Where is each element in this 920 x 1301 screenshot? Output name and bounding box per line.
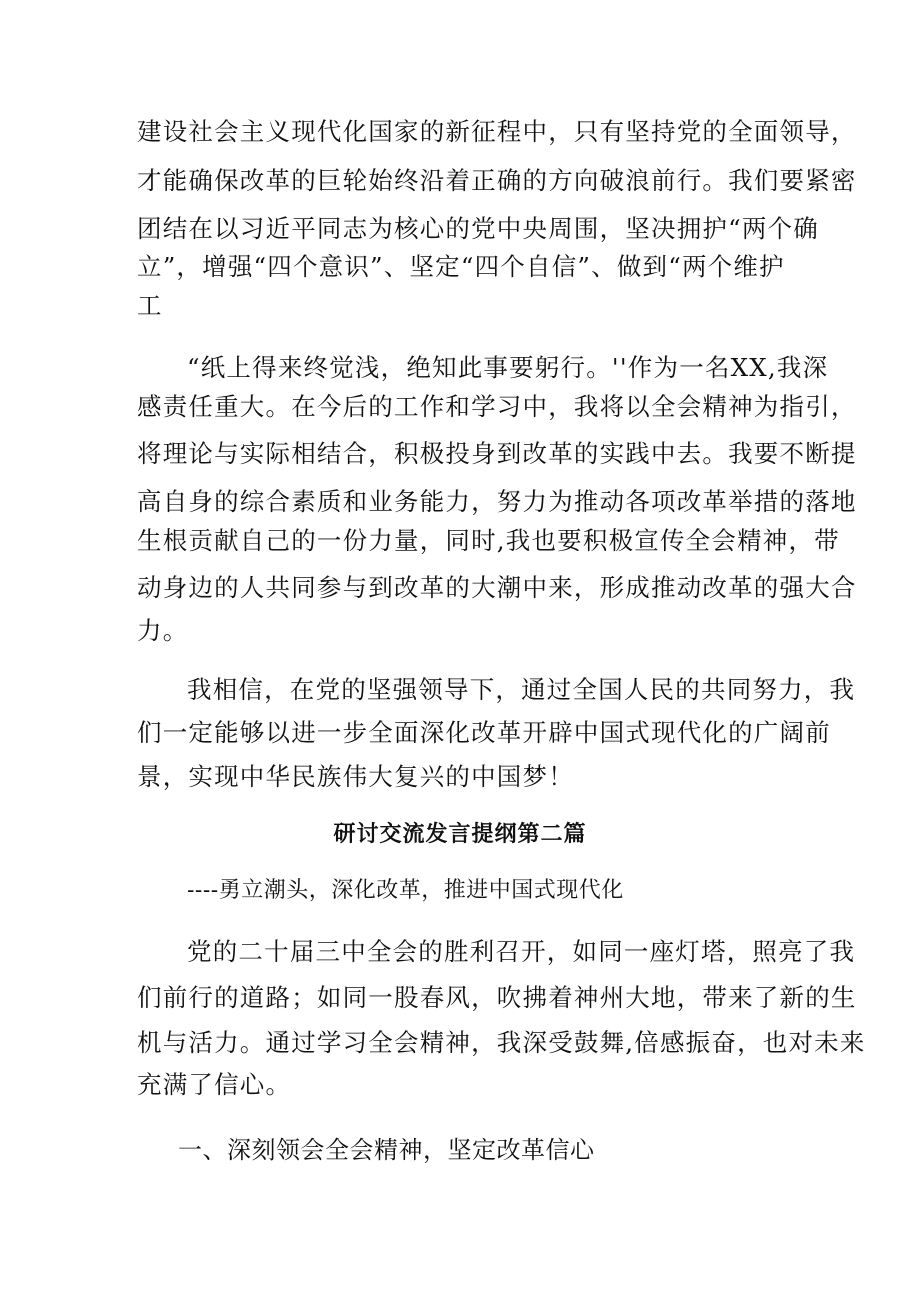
section-heading-1: 一、深刻领会全会精神，坚定改革信心 (178, 1136, 595, 1164)
paragraph2-line: 生根贡献自己的一份力量，同时,我也要积极宣传全会精神，带 (137, 526, 840, 555)
paragraph2-line: 将理论与实际相结合，积极投身到改革的实践中去。我要不断提 (137, 439, 857, 468)
paragraph2-line: 高自身的综合素质和业务能力，努力为推动各项改革举措的落地 (137, 487, 857, 516)
paragraph2-line: 力。 (137, 616, 189, 645)
paragraph1-line: 工 (137, 291, 163, 320)
paragraph4-line: 党的二十届三中全会的胜利召开，如同一座灯塔，照亮了我 (187, 937, 856, 966)
paragraph1-line: 才能确保改革的巨轮始终沿着正确的方向破浪前行。我们要紧密 (137, 166, 857, 195)
paragraph1-line: 立”，增强“四个意识”、坚定“四个自信”、做到“两个维护 (137, 252, 785, 281)
paragraph2-line: 感责任重大。在今后的工作和学习中，我将以全会精神为指引， (137, 392, 857, 421)
subtitle: ----勇立潮头，深化改革，推进中国式现代化 (187, 878, 624, 903)
section-title: 研讨交流发言提纲第二篇 (333, 821, 587, 847)
paragraph4-line: 们前行的道路；如同一股春风，吹拂着神州大地，带来了新的生 (137, 983, 857, 1012)
paragraph2-line: 动身边的人共同参与到改革的大潮中来，形成推动改革的强大合 (137, 573, 857, 602)
paragraph4-line: 充满了信心。 (137, 1070, 292, 1099)
paragraph1-line: 建设社会主义现代化国家的新征程中，只有坚持党的全面领导， (137, 117, 857, 146)
paragraph4-line: 机与活力。通过学习全会精神，我深受鼓舞,倍感振奋，也对未来 (137, 1028, 866, 1057)
paragraph3-line: 景，实现中华民族伟大复兴的中国梦！ (137, 762, 574, 791)
paragraph3-line: 我相信，在党的坚强领导下，通过全国人民的共同努力，我 (187, 675, 856, 704)
paragraph2-line: “纸上得来终觉浅，绝知此事要躬行。''作为一名XX,我深 (187, 353, 829, 382)
paragraph1-line: 团结在以习近平同志为核心的党中央周围，坚决拥护“两个确 (137, 214, 819, 243)
paragraph3-line: 们一定能够以进一步全面深化改革开辟中国式现代化的广阔前 (137, 718, 831, 747)
